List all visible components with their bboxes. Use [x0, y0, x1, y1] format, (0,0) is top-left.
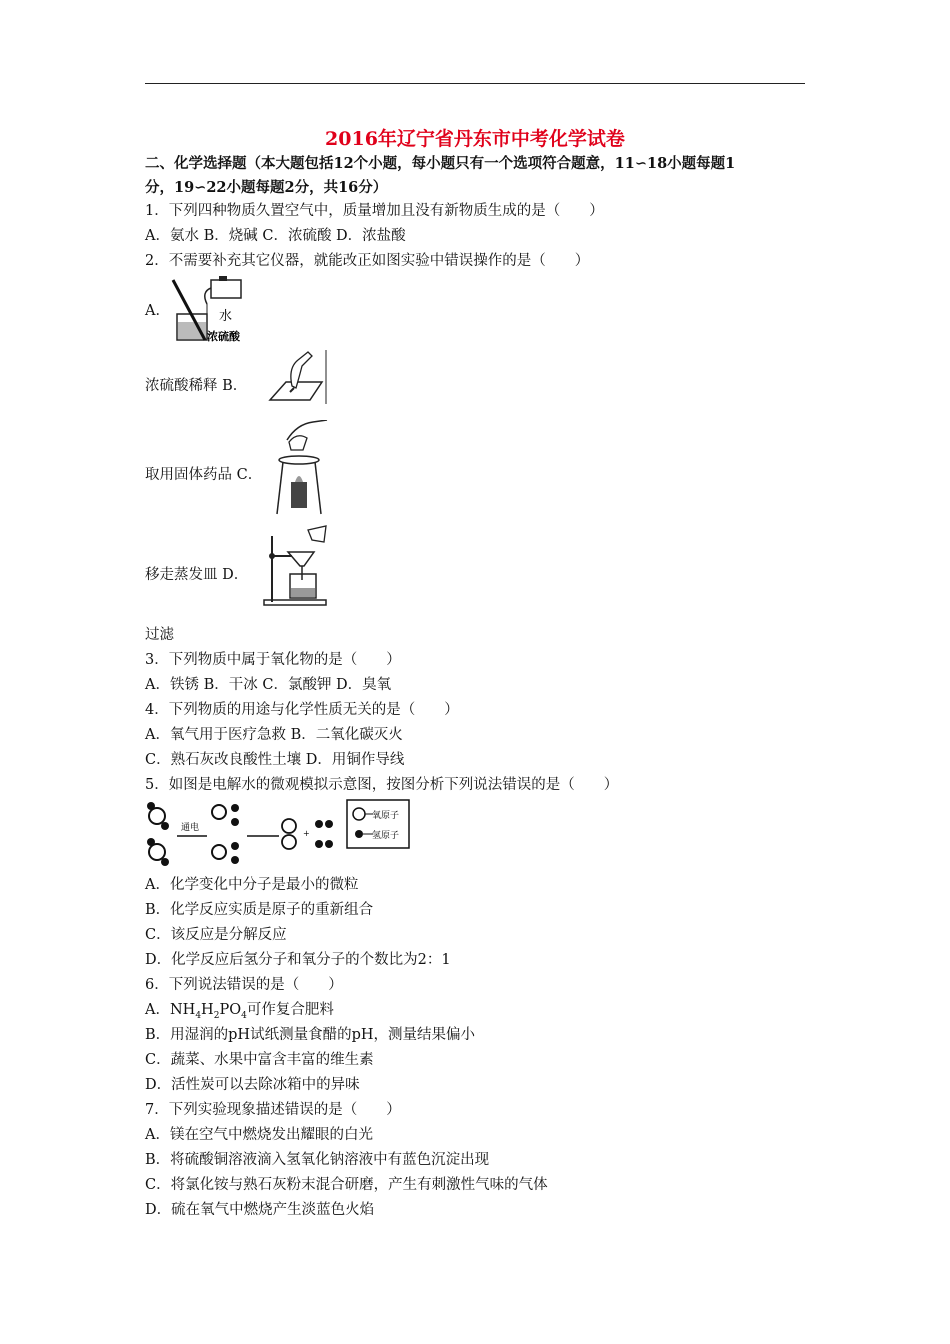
- page-title: 2016年辽宁省丹东市中考化学试卷: [325, 128, 625, 150]
- q1-stem: 1．下列四种物质久置空气中，质量增加且没有新物质生成的是（ ）: [145, 203, 604, 219]
- evaporating-dish-figure: [273, 420, 331, 516]
- q7-option-c: C．将氯化铵与熟石灰粉末混合研磨，产生有刺激性气味的气体: [145, 1177, 548, 1193]
- electrolysis-arrow-label: 通电: [181, 823, 200, 833]
- section-heading-line2: 分，19∽22小题每题2分，共16分）: [145, 179, 388, 196]
- q4-options-1: A．氧气用于医疗急救 B．二氧化碳灭火: [145, 727, 403, 743]
- dilution-acid-label: 浓硫酸: [207, 330, 240, 343]
- q6-option-c: C．蔬菜、水果中富含丰富的维生素: [145, 1052, 374, 1068]
- q2-option-b-label: 浓硫酸稀释 B．: [145, 378, 248, 394]
- filtration-figure: [262, 522, 330, 606]
- q6-stem: 6．下列说法错误的是（ ）: [145, 977, 343, 993]
- q4-stem: 4．下列物质的用途与化学性质无关的是（ ）: [145, 702, 459, 718]
- q5-option-c: C．该反应是分解反应: [145, 927, 287, 943]
- q6-option-b: B．用湿润的pH试纸测量食醋的pH，测量结果偏小: [145, 1027, 476, 1043]
- q2-option-a-label: A．: [145, 303, 170, 319]
- legend-oxygen-label: 氧原子: [372, 811, 400, 821]
- q7-stem: 7．下列实验现象描述错误的是（ ）: [145, 1102, 401, 1118]
- q6-option-d: D．活性炭可以去除冰箱中的异味: [145, 1077, 360, 1093]
- legend-hydrogen-label: 氢原子: [372, 831, 400, 841]
- solid-reagent-figure: [262, 348, 330, 406]
- q7-option-d: D．硫在氧气中燃烧产生淡蓝色火焰: [145, 1202, 375, 1218]
- q5-option-a: A．化学变化中分子是最小的微粒: [145, 877, 359, 893]
- q1-options: A．氨水 B．烧碱 C．浓硫酸 D．浓盐酸: [145, 228, 406, 244]
- q2-stem: 2．不需要补充其它仪器，就能改正如图实验中错误操作的是（ ）: [145, 253, 590, 269]
- dilution-water-label: 水: [219, 309, 233, 324]
- electrolysis-diagram: [143, 796, 413, 872]
- q2-option-d-label: 移走蒸发皿 D．: [145, 567, 249, 583]
- q5-stem: 5．如图是电解水的微观模拟示意图，按图分析下列说法错误的是（ ）: [145, 777, 619, 793]
- q3-options: A．铁锈 B．干冰 C．氯酸钾 D．臭氧: [145, 677, 392, 693]
- q4-options-2: C．熟石灰改良酸性土壤 D．用铜作导线: [145, 752, 405, 768]
- q5-option-d: D．化学反应后氢分子和氧分子的个数比为2：1: [145, 952, 451, 968]
- dilution-figure: [167, 274, 249, 344]
- header-rule: [145, 83, 805, 84]
- section-heading: [145, 152, 810, 200]
- section-heading-line1: 二、化学选择题（本大题包括12个小题，每小题只有一个选项符合题意，11∽18小题每题1: [145, 155, 736, 172]
- q3-stem: 3．下列物质中属于氧化物的是（ ）: [145, 652, 401, 668]
- q2-option-c-label: 取用固体药品 C．: [145, 467, 263, 483]
- q7-option-a: A．镁在空气中燃烧发出耀眼的白光: [145, 1127, 373, 1143]
- q6-option-a: A．$NH_4H_2PO_4$可作复合肥料: [145, 1002, 334, 1021]
- q2-option-d-caption: 过滤: [145, 627, 174, 643]
- q7-option-b: B．将硫酸铜溶液滴入氢氧化钠溶液中有蓝色沉淀出现: [145, 1152, 490, 1168]
- svg-text:+: +: [303, 829, 310, 838]
- q5-option-b: B．化学反应实质是原子的重新组合: [145, 902, 374, 918]
